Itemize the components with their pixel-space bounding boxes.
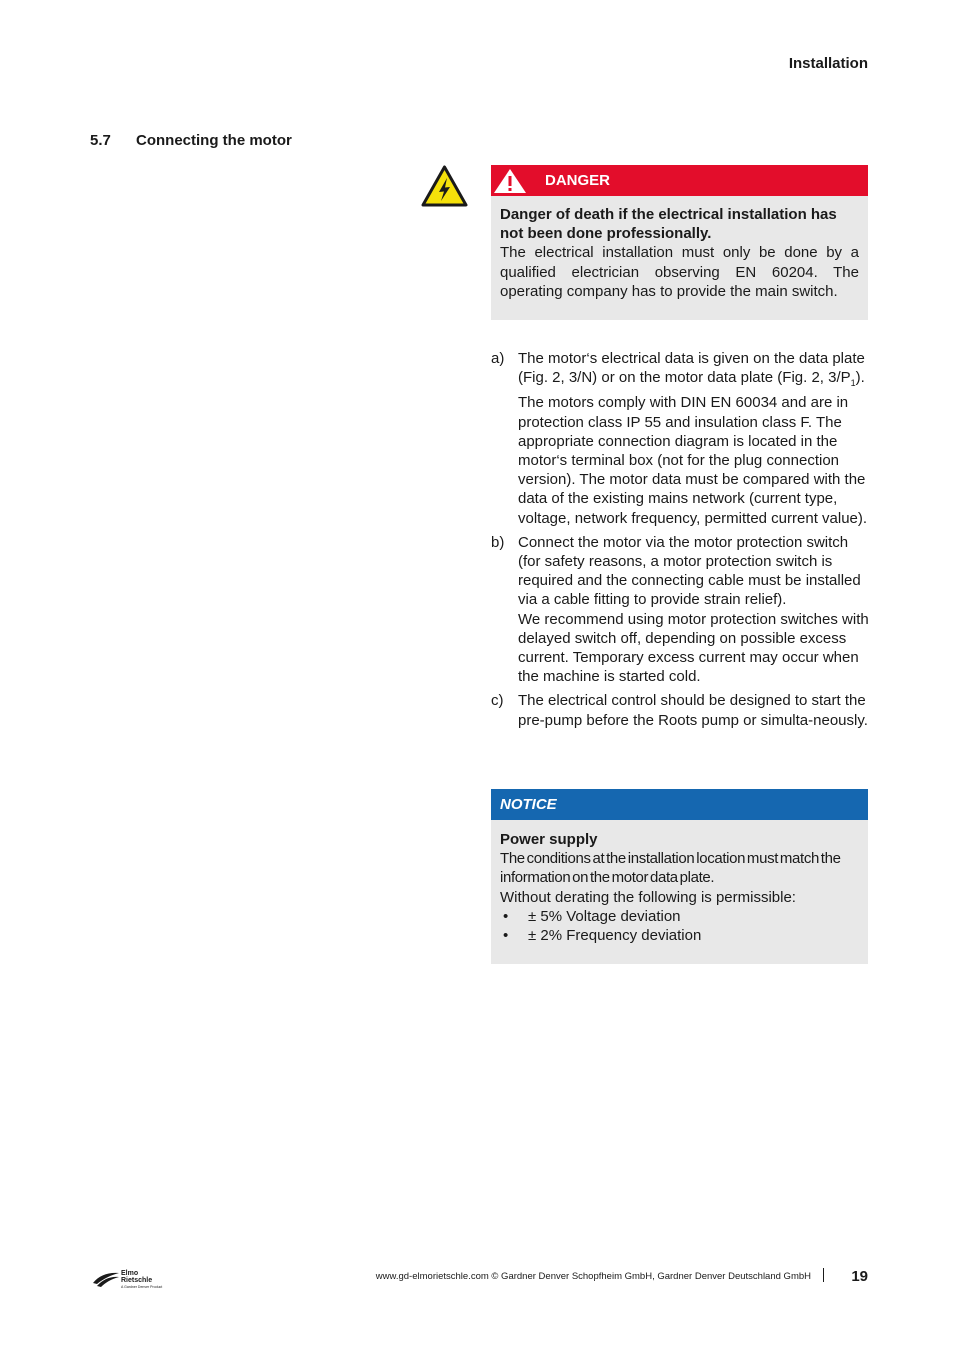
electrical-hazard-icon: [421, 165, 468, 207]
step-label: c): [491, 692, 504, 710]
step-text: [518, 533, 869, 687]
svg-text:Elmo: Elmo: [121, 1270, 139, 1277]
bullet-marker: •: [503, 927, 509, 945]
step-text-part: ). The motors comply with DIN EN 60034 and are in protection class IP 55 and insulation class F. The appropriate connection diagram is located in the motor‘s terminal box (not for the plug connection version). The motor data must be compared with the data of the existing mains network (current type, voltage, network frequency, permitted current value).: [518, 369, 868, 527]
page-number: 19: [851, 1268, 868, 1285]
step-text-part: We recommend using motor protection switches with delayed switch off, depending on possible excess current. Temporary excess current may occur when the machine is started cold.: [518, 610, 869, 686]
footer-url[interactable]: www.gd-elmorietschle.com: [375, 1271, 489, 1282]
notice-label: NOTICE: [500, 796, 557, 813]
danger-box: [491, 165, 868, 320]
bullet-item: [500, 907, 859, 926]
danger-title: Danger of death if the electrical installation has not been done professionally.: [500, 206, 837, 243]
footer-copyright-text: © Gardner Denver Schopfheim GmbH, Gardner Denver Deutschland GmbH: [488, 1271, 811, 1282]
step-text: The electrical control should be designed to start the pre-pump before the Roots pump or simulta-neously.: [518, 692, 868, 729]
step-text: [518, 349, 869, 528]
step-subscript: 1: [850, 378, 856, 389]
notice-text: Without derating the following is permissible:: [500, 888, 796, 906]
notice-header: [491, 789, 868, 820]
svg-text:A Gardner Denver Product: A Gardner Denver Product: [121, 1285, 163, 1289]
footer-copyright: [376, 1271, 811, 1282]
step-label: a): [491, 350, 505, 367]
step-label: b): [491, 533, 505, 551]
step-text-part: Connect the motor via the motor protection switch (for safety reasons, a motor protection switch is required and the connecting cable must be installed via a cable fitting to provide strain relief).: [518, 533, 861, 609]
danger-body: [491, 196, 868, 320]
bullet-text: ± 2% Frequency deviation: [528, 927, 702, 945]
danger-header: [491, 165, 868, 196]
step-text-part: The motor‘s electrical data is given on the data plate (Fig. 2, 3/N) or on the motor data plate (Fig. 2, 3/P: [518, 350, 865, 387]
bullet-item: [500, 926, 859, 945]
section-heading: [90, 132, 292, 149]
elmo-rietschle-logo: [91, 1266, 167, 1290]
bullet-text: ± 5% Voltage deviation: [528, 907, 681, 925]
notice-body: [491, 820, 868, 964]
notice-title: Power supply: [500, 831, 598, 848]
section-title: Connecting the motor: [136, 132, 292, 149]
running-header: Installation: [788, 55, 868, 72]
svg-text:Rietschle: Rietschle: [121, 1277, 153, 1284]
section-number: 5.7: [90, 132, 111, 149]
list-item: [491, 533, 869, 687]
danger-label: DANGER: [545, 172, 611, 189]
list-item: [491, 349, 869, 528]
danger-text: The electrical installation must only be done by a qualified electrician observing EN 60204. The operating company has to provide the main switch.: [500, 244, 859, 300]
steps-list: [491, 349, 869, 735]
list-item: [491, 691, 869, 729]
warning-triangle-icon: [493, 168, 527, 194]
notice-text: The conditions at the installation location must match the information on the motor data plate.: [500, 850, 841, 887]
notice-box: [491, 789, 868, 964]
footer-divider: [823, 1268, 824, 1282]
bullet-marker: •: [503, 907, 509, 925]
